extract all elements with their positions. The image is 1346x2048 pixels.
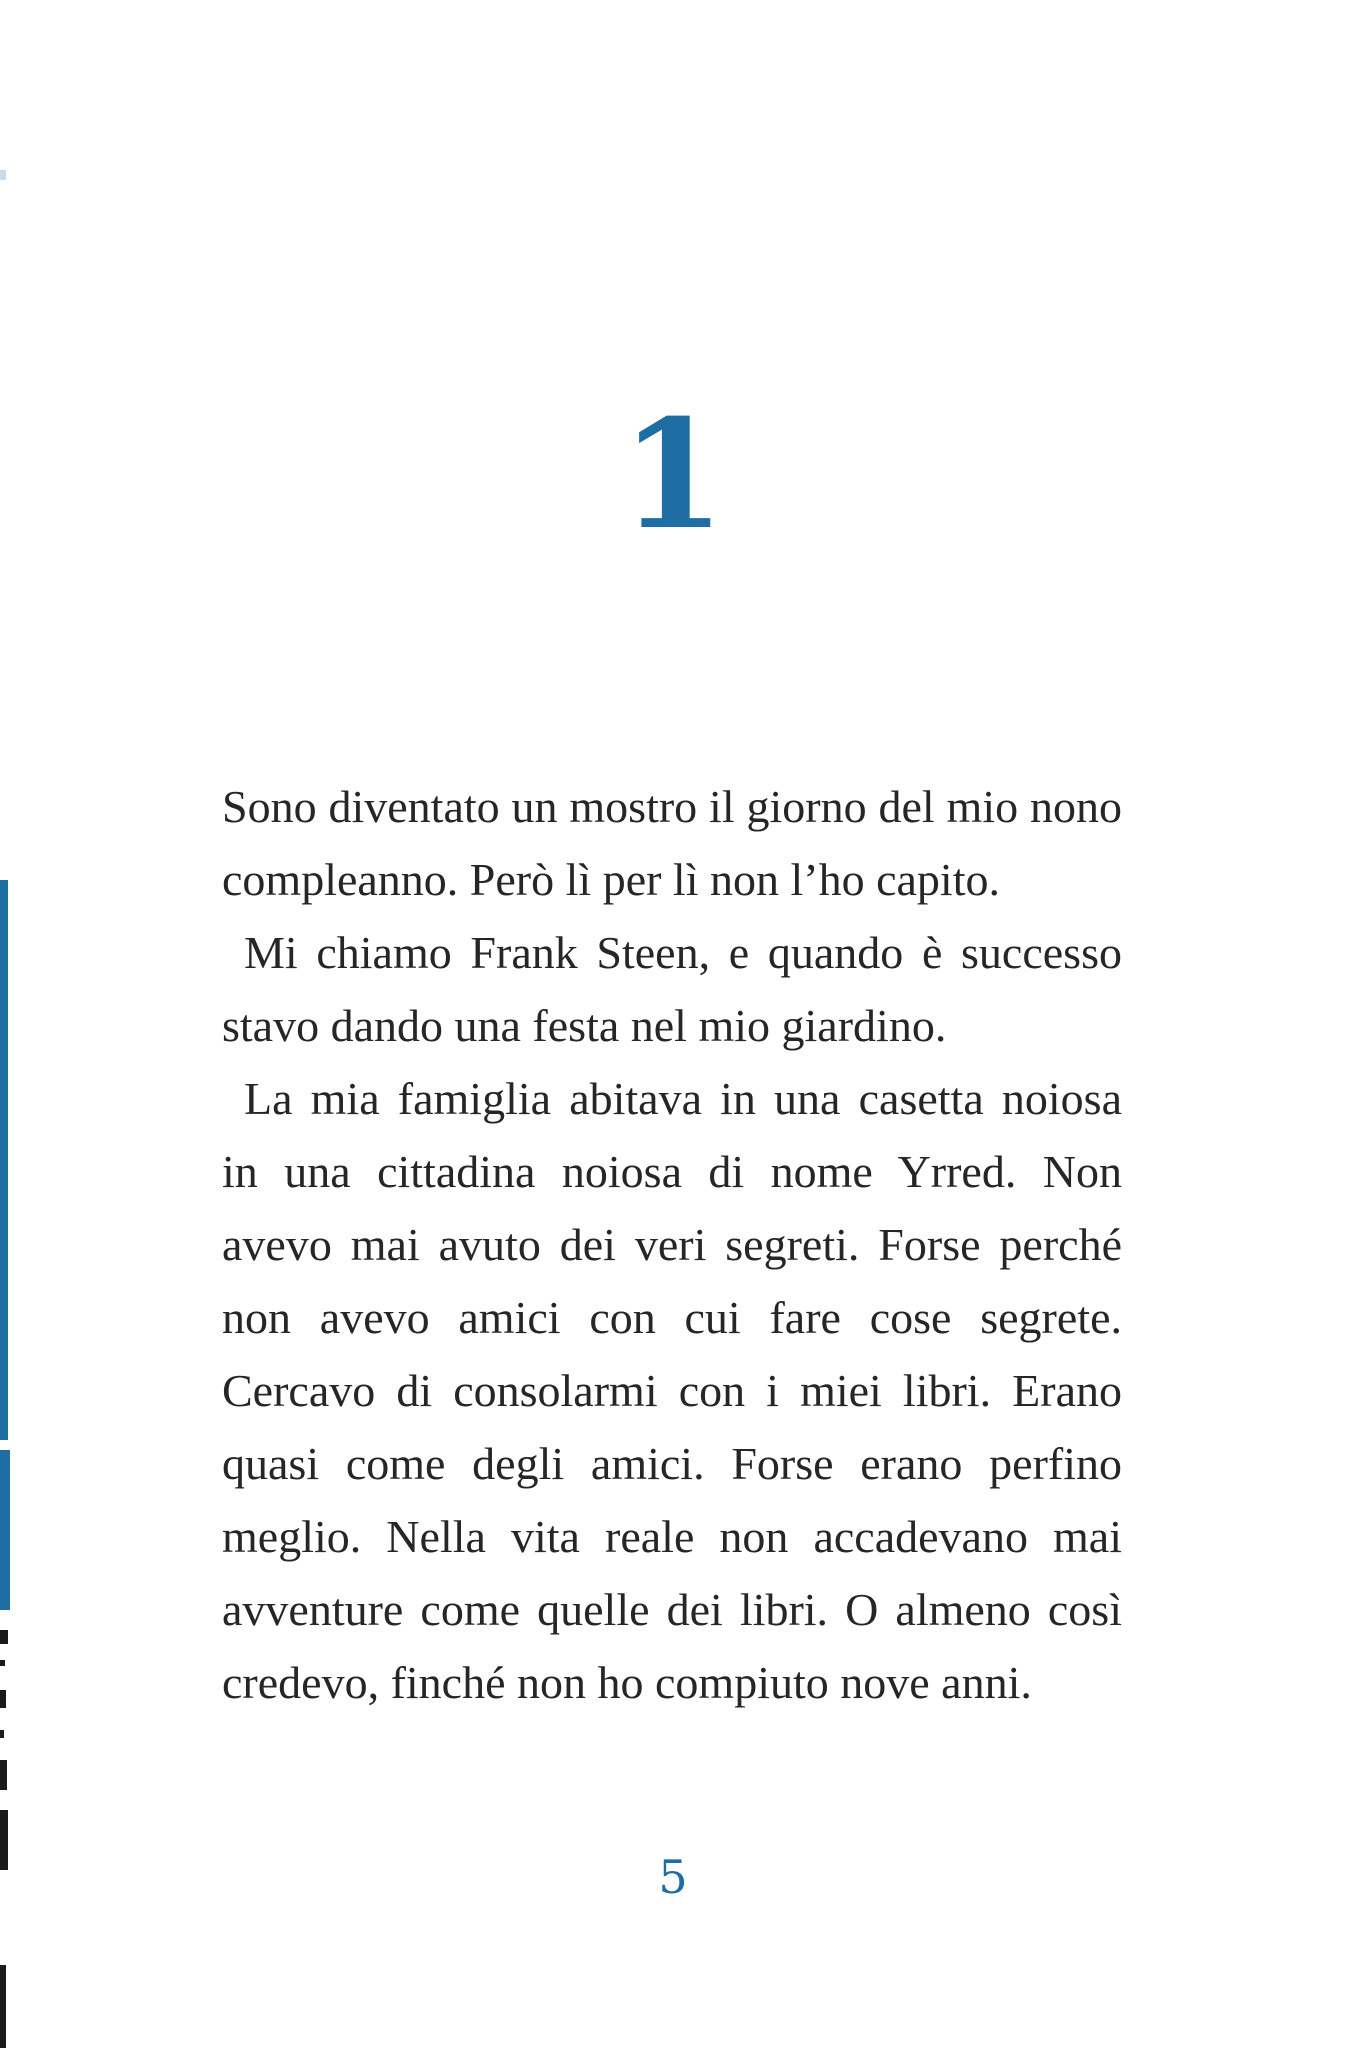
edge-bleed-top — [0, 170, 6, 180]
paragraph-2: Mi chiamo Frank Steen, e quando è successo stavo dando una festa nel mio giardino. — [222, 927, 1122, 1051]
paragraph-1: Sono diventato un mostro il giorno del mio nono compleanno. Però lì per lì non l’ho capito. — [222, 781, 1122, 905]
edge-bleed-blue — [0, 880, 8, 1440]
page-number: 5 — [658, 1850, 688, 1904]
chapter-body — [222, 770, 1122, 1719]
chapter-number: 1 — [620, 387, 726, 563]
edge-bleed-blue-lower — [0, 1450, 10, 1610]
paragraph-3: La mia famiglia abitava in una casetta noiosa in una cittadina noiosa di nome Yrred. Non avevo mai avuto dei veri segreti. Forse perché non avevo amici con cui fare cose segrete. Cercavo di consolarmi con i miei libri. Erano quasi come degli amici. Forse erano perfino meglio. Nella vita reale non accadevano mai avventure come quelle dei libri. O almeno così credevo, finché non ho compiuto nove anni. — [222, 1073, 1122, 1708]
edge-bleed-bottom — [0, 1965, 6, 2048]
